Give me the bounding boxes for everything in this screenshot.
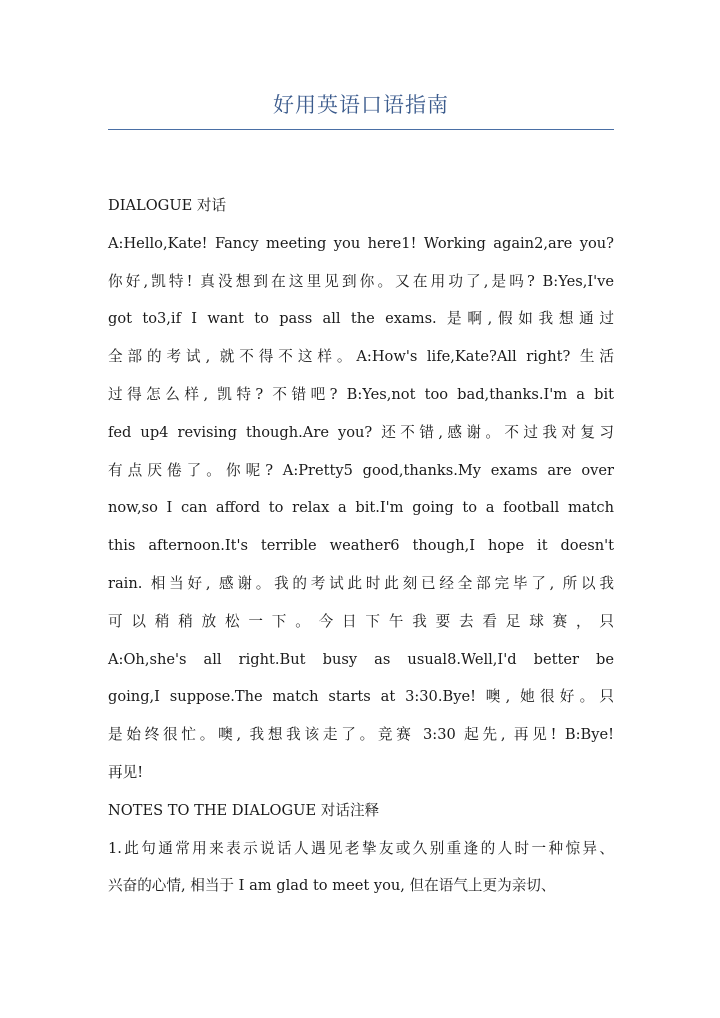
text-line: 可 以 稍 稍 放 松 一 下 。 今 日 下 午 我 要 去 看 足 球 赛 ， 只 (108, 612, 614, 630)
text-line: 兴奋的心情, 相当于 I am glad to meet you, 但在语气上更为亲切、 (108, 877, 556, 895)
text-line: fed up4 revising though.Are you? 还不错,感谢。不过我对复习 (108, 423, 614, 441)
title-underline (108, 129, 614, 130)
text-line: 1.此句通常用来表示说话人遇见老挚友或久别重逢的人时一种惊异、 (108, 839, 614, 857)
document-body (108, 187, 614, 905)
page-title: 好用英语口语指南 (273, 93, 449, 117)
section-heading-dialogue: DIALOGUE 对话 (108, 197, 227, 214)
text-line: 有点厌倦了。你呢? A:Pretty5 good,thanks.My exams are over (108, 461, 614, 479)
text-line: A:Hello,Kate! Fancy meeting you here1! Working again2,are you? (108, 234, 614, 252)
text-line: 再见! (108, 763, 144, 781)
text-line: going,I suppose.The match starts at 3:30.Bye! 噢, 她很好。只 (108, 688, 614, 706)
section-heading-notes: NOTES TO THE DIALOGUE 对话注释 (108, 801, 380, 819)
text-line: 你好,凯特! 真没想到在这里见到你。又在用功了,是吗? B:Yes,I've (108, 272, 614, 290)
text-line: 是始终很忙。噢, 我想我该走了。竞赛 3:30 起先, 再见! B:Bye! (108, 726, 614, 744)
text-line: 过得怎么样, 凯特? 不错吧? B:Yes,not too bad,thanks.I'm a bit (108, 385, 614, 403)
text-line: rain. 相当好, 感谢。我的考试此时此刻已经全部完毕了, 所以我 (108, 574, 614, 592)
text-line: got to3,if I want to pass all the exams. 是啊,假如我想通过 (108, 310, 614, 328)
text-line: now,so I can afford to relax a bit.I'm going to a football match (108, 499, 614, 517)
text-line: this afternoon.It's terrible weather6 though,I hope it doesn't (108, 537, 614, 555)
text-line: A:Oh,she's all right.But busy as usual8.Well,I'd better be (108, 650, 614, 668)
text-line: 全部的考试, 就不得不这样。A:How's life,Kate?All right? 生活 (108, 348, 614, 366)
